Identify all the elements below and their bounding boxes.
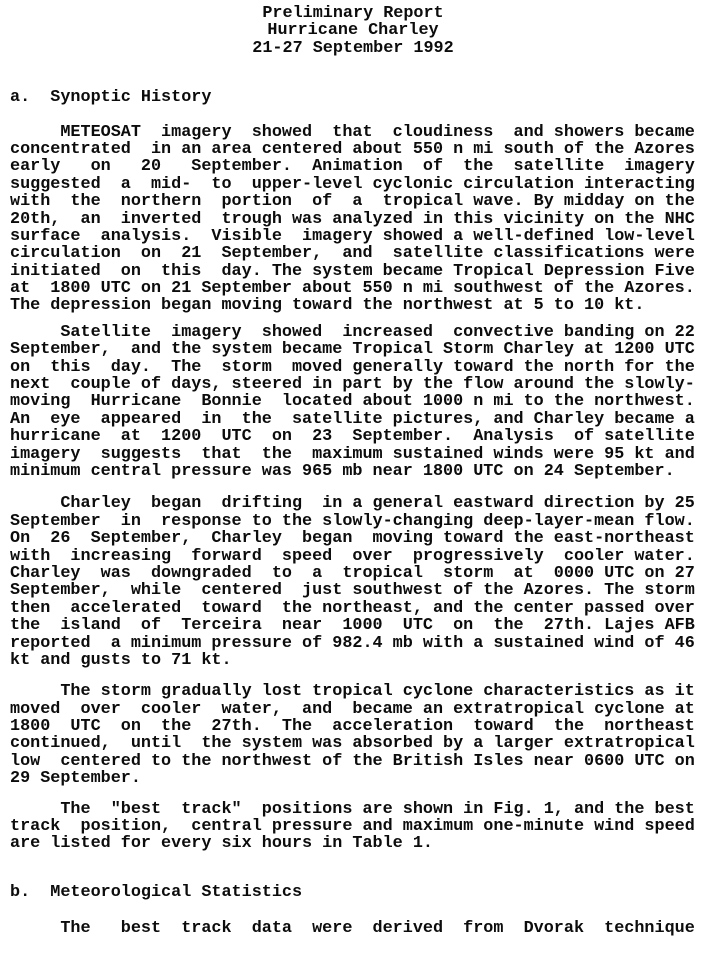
text-line: surface analysis. Visible imagery showed a well-defined low-level — [10, 226, 695, 246]
paragraph — [10, 324, 703, 481]
paragraph — [10, 920, 703, 937]
text-line: September, and the system became Tropical Storm Charley at 1200 UTC — [10, 340, 695, 360]
text-line: the island of Terceira near 1000 UTC on the 27th. Lajes AFB — [10, 616, 695, 636]
text-line: circulation on 21 September, and satellite classifications were — [10, 244, 695, 264]
text-line: next couple of days, steered in part by the flow around the slowly- — [10, 375, 695, 395]
text-line: METEOSAT imagery showed that cloudiness and showers became — [10, 122, 695, 142]
text-line: hurricane at 1200 UTC on 23 September. Analysis of satellite — [10, 427, 695, 447]
heading-text: a. Synoptic History — [10, 88, 212, 108]
section-heading — [10, 89, 703, 106]
text-line: initiated on this day. The system became Tropical Depression Five — [10, 261, 695, 281]
text-line: The depression began moving toward the northwest at 5 to 10 kt. — [10, 296, 645, 316]
heading-text: b. Meteorological Statistics — [10, 882, 303, 902]
text-line: Charley was downgraded to a tropical storm at 0000 UTC on 27 — [10, 563, 695, 583]
text-line: September, while centered just southwest of the Azores. The storm — [10, 581, 695, 601]
text-line: The best track data were derived from Dvorak technique — [10, 919, 695, 939]
text-line: 29 September. — [10, 769, 141, 789]
text-line: low centered to the northwest of the British Isles near 0600 UTC on — [10, 751, 695, 771]
text-line: The storm gradually lost tropical cyclone characteristics as it — [10, 682, 695, 702]
text-line: on this day. The storm moved generally toward the north for the — [10, 357, 695, 377]
text-line: continued, until the system was absorbed by a larger extratropical — [10, 734, 695, 754]
title-line-1: Preliminary Report — [262, 4, 444, 23]
text-line: September in response to the slowly-changing deep-layer-mean flow. — [10, 511, 695, 531]
text-line: On 26 September, Charley began moving toward the east-northeast — [10, 529, 695, 549]
text-line: 1800 UTC on the 27th. The acceleration toward the northeast — [10, 717, 695, 737]
paragraph — [10, 801, 703, 853]
text-line: track position, central pressure and maximum one-minute wind speed — [10, 817, 695, 837]
text-line: then accelerated toward the northeast, and the center passed over — [10, 598, 695, 618]
text-line: An eye appeared in the satellite pictures, and Charley became a — [10, 409, 695, 429]
text-line: Charley began drifting in a general eastward direction by 25 — [10, 494, 695, 514]
paragraph — [10, 683, 703, 787]
text-line: The "best track" positions are shown in Fig. 1, and the best — [10, 799, 695, 819]
text-line: early on 20 September. Animation of the satellite imagery — [10, 157, 695, 177]
text-line: are listed for every six hours in Table 1. — [10, 834, 433, 854]
text-line: with the northern portion of a tropical wave. By midday on the — [10, 192, 695, 212]
report-body — [10, 89, 703, 937]
text-line: concentrated in an area centered about 550 n mi south of the Azores — [10, 139, 695, 159]
title-line-3: 21-27 September 1992 — [252, 38, 454, 58]
text-line: with increasing forward speed over progressively cooler water. — [10, 546, 695, 566]
text-line: suggested a mid- to upper-level cyclonic circulation interacting — [10, 174, 695, 194]
text-line: imagery suggests that the maximum sustained winds were 95 kt and — [10, 444, 695, 464]
text-line: Satellite imagery showed increased convective banding on 22 — [10, 322, 695, 342]
paragraph — [10, 124, 703, 315]
text-line: 20th, an inverted trough was analyzed in this vicinity on the NHC — [10, 209, 695, 229]
paragraph — [10, 495, 703, 669]
text-line: reported a minimum pressure of 982.4 mb with a sustained wind of 46 — [10, 633, 695, 653]
title-line-2: Hurricane Charley — [267, 21, 439, 41]
text-line: minimum central pressure was 965 mb near 1800 UTC on 24 September. — [10, 461, 675, 481]
section-heading — [10, 884, 703, 901]
report-title — [10, 5, 696, 57]
text-line: moving Hurricane Bonnie located about 1000 n mi to the northwest. — [10, 392, 695, 412]
text-line: moved over cooler water, and became an extratropical cyclone at — [10, 699, 695, 719]
text-line: at 1800 UTC on 21 September about 550 n mi southwest of the Azores. — [10, 279, 695, 299]
text-line: kt and gusts to 71 kt. — [10, 650, 232, 670]
